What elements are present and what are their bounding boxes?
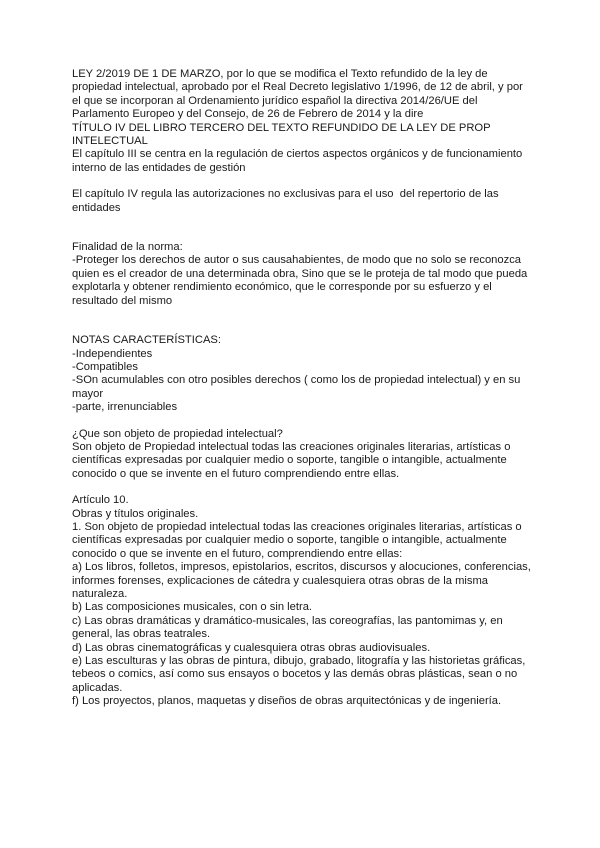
chapter-iv-paragraph: El capítulo IV regula las autorizaciones no exclusivas para el uso del repertorio de las entidades [72, 188, 502, 214]
notas-item: -parte, irrenunciables [72, 401, 178, 414]
objeto-question: ¿Que son objeto de propiedad intelectual? [72, 427, 283, 440]
spacer [72, 415, 532, 428]
articulo-subtitle: Obras y títulos originales. [72, 507, 199, 520]
articulo-item-f: f) Los proyectos, planos, maquetas y diseños de obras arquitectónicas y de ingeniería. [72, 695, 502, 708]
law-header-line: LEY 2/2019 DE 1 DE MARZO, por lo que se modifica el Texto refundido de la ley de propiedad intelectual, aprobado por el Real Decreto legislativo 1/1996, de 12 de abril, y por el que se incorporan al Ordenamiento jurídico español la directiva 2014/26/UE del Parlamento Europeo y del Consejo, de 26 de Febrero de 2014 y la dire [72, 68, 527, 121]
articulo-paragraph: 1. Son objeto de propiedad intelectual todas las creaciones originales literarias, artísticas o científicas expresadas por cualquier medio o soporte, tangible o intangible, actualmente conocido o que se invente en el futuro, comprendiendo entre ellas: [72, 520, 525, 560]
articulo-item-a: a) Los libros, folletos, impresos, epistolarios, escritos, discursos y alocuciones, conferencias, informes forenses, explicaciones de cátedra y cualesquiera otras obras de la misma naturaleza. [72, 561, 534, 600]
articulo-item-e: e) Las esculturas y las obras de pintura, dibujo, grabado, litografía y las historietas gráficas, tebeos o comics, así como sus ensayos o bocetos y las demás obras plásticas, sean o no aplicadas. [72, 655, 529, 694]
notas-heading: NOTAS CARACTERÍSTICAS: [72, 334, 221, 347]
articulo-item-b: b) Las composiciones musicales, con o sin letra. [72, 601, 313, 614]
notas-item: -Independientes [72, 347, 153, 360]
spacer [72, 481, 532, 494]
objeto-answer: Son objeto de Propiedad intelectual todas las creaciones originales literarias, artísticas o científicas expresadas por cualquier medio o soporte, tangible o intangible, actualmente conocido o que se invente en el futuro comprendiendo entre ellas. [72, 440, 514, 480]
spacer [72, 308, 532, 334]
title-iv-heading: TÍTULO IV DEL LIBRO TERCERO DEL TEXTO REFUNDIDO DE LA LEY DE PROP INTELECTUAL [72, 121, 494, 148]
chapter-iii-paragraph: El capítulo III se centra en la regulación de ciertos aspectos orgánicos y de funcionamiento interno de las entidades de gestión [72, 148, 526, 174]
document-page [72, 68, 532, 709]
finalidad-text: -Proteger los derechos de autor o sus causahabientes, de modo que no solo se reconozca quien es el creador de una determinada obra, Sino que se le proteja de tal modo que pueda explotarla y obtener rendimiento económico, que le corresponde por su esfuerzo y el resultado del mismo [72, 254, 531, 307]
articulo-item-d: d) Las obras cinematográficas y cualesquiera otras obras audiovisuales. [72, 641, 431, 654]
spacer [72, 175, 532, 188]
articulo-item-c: c) Las obras dramáticas y dramático-musicales, las coreografías, las pantomimas y, en general, las obras teatrales. [72, 614, 506, 641]
notas-item: -SOn acumulables con otro posibles derechos ( como los de propiedad intelectual) y en su mayor [72, 374, 524, 400]
finalidad-heading: Finalidad de la norma: [72, 241, 183, 254]
spacer [72, 215, 532, 241]
notas-item: -Compatibles [72, 360, 138, 373]
articulo-title: Artículo 10. [72, 494, 129, 507]
